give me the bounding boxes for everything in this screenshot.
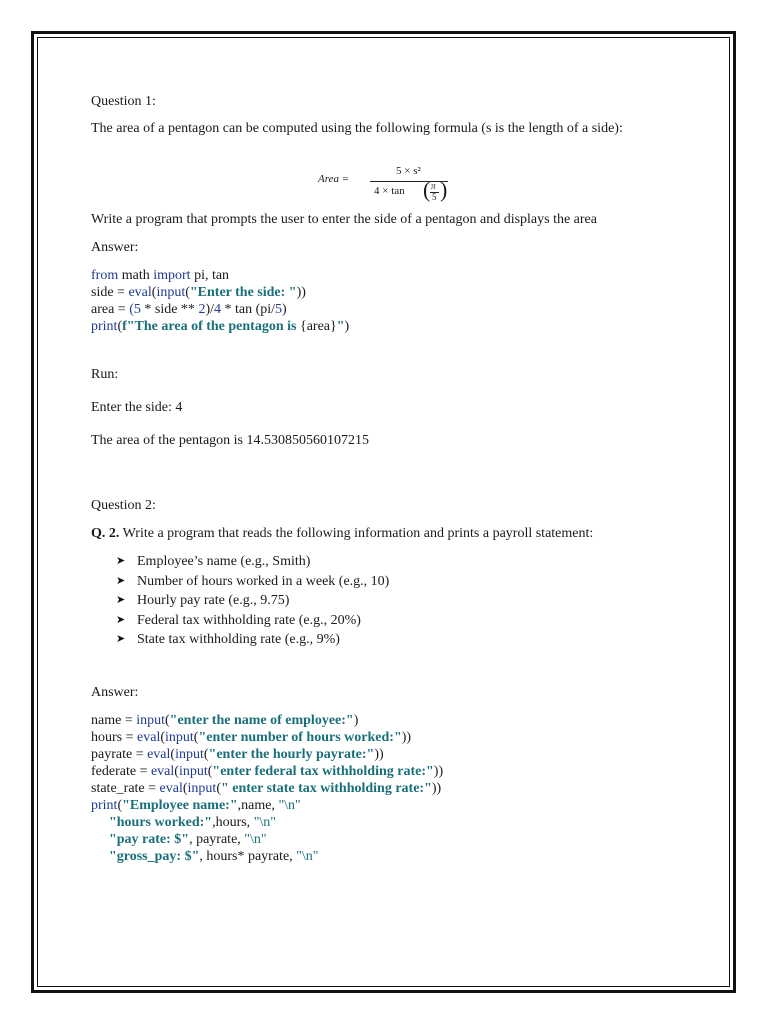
code-line [91,301,691,318]
list-item-text: State tax withholding rate (e.g., 9%) [137,632,340,647]
code-token: "\n" [253,814,277,830]
formula-five: 5 [432,192,437,202]
list-item [116,591,691,611]
code-token: {area} [299,319,337,334]
code-token: ( [207,763,213,779]
code-token: ) [205,302,211,317]
code-token: "gross_pay: $" [109,848,200,864]
code-token: ( [203,746,209,762]
code-token: 5 [133,302,141,317]
q2-code-block [91,712,691,865]
code-token: , payrate, [189,831,245,847]
code-token: f"The area of the pentagon is [122,319,300,334]
code-token: / [210,302,214,317]
code-token: eval [159,780,183,796]
code-token: payrate = [91,746,148,762]
list-item-text: Number of hours worked in a week (e.g., 10) [137,573,390,589]
formula-paren-right: ) [440,177,448,202]
code-token: input [165,729,194,745]
code-token: " enter state tax withholding rate:" [220,780,432,796]
code-token: ) [344,319,350,334]
q2-prompt-text: Write a program that reads the following information and prints a payroll statement: [119,526,594,541]
q1-heading: Question 1: [91,94,156,109]
q2-answer-label: Answer: [91,684,139,700]
code-token: " [336,319,345,334]
code-token: ( [117,319,123,334]
code-line [91,831,691,848]
arrow-bullet-icon: ➤ [116,613,126,626]
code-token: 5 [275,302,283,317]
code-token: ( [165,712,170,728]
code-token: print [91,319,118,334]
code-token: input [178,763,208,779]
code-token: side = [91,285,129,300]
code-token: eval [147,746,171,762]
code-line [91,848,691,865]
list-item [116,611,691,631]
list-item-text: Employee’s name (e.g., Smith) [137,554,311,569]
code-token: ( [160,729,166,745]
formula-lhs: Area = [318,173,350,185]
arrow-bullet-icon: ➤ [116,555,126,567]
code-token: "enter federal tax withholding rate:" [212,763,434,779]
code-token: pi, tan [190,268,230,283]
list-item-text: Hourly pay rate (e.g., 9.75) [137,593,290,608]
code-token: * side ** [140,302,199,317]
code-token: )) [431,780,442,796]
list-item [116,552,691,572]
list-item [116,572,691,592]
document-body [91,93,691,865]
code-token: ( [182,780,188,796]
code-token: eval [128,285,152,300]
q1-prompt: The area of a pentagon can be computed using the following formula (s is the length of a side): [91,121,623,136]
code-token: from [91,268,119,283]
q1-run-line2: The area of the pentagon is 14.530850560107215 [91,433,369,448]
code-token: area = [91,302,130,317]
formula-numerator: 5 × s² [396,165,421,177]
code-token: "hours worked:" [109,814,213,830]
code-line [91,318,691,335]
code-line [91,780,691,797]
list-item-text: Federal tax withholding rate (e.g., 20%) [137,612,361,628]
code-token: "enter the hourly payrate:" [208,746,375,762]
q1-run-line1: Enter the side: 4 [91,400,183,415]
code-token: ) [353,712,359,728]
code-token: name = [91,712,137,728]
code-token: "enter the name of employee:" [169,712,354,728]
q1-code-block [91,267,691,335]
code-token: input [187,780,217,796]
code-line [91,797,691,814]
arrow-bullet-icon: ➤ [116,633,126,645]
code-token: ( [129,302,134,317]
q2-bullet-list [116,552,691,650]
code-token: )) [296,285,306,300]
code-token: print [91,797,118,813]
code-token: state_rate = [91,780,160,796]
q1-task: Write a program that prompts the user to enter the side of a pentagon and displays the area [91,212,597,227]
code-token: hours = [91,729,138,745]
list-item [116,630,691,650]
code-token: ( [193,729,199,745]
formula-paren-left: ( [423,177,431,202]
code-line [91,729,691,746]
code-line [91,712,691,729]
code-token: input [175,746,204,762]
code-token: * tan (pi/ [221,302,276,317]
code-token: , hours* payrate, [199,848,297,864]
code-line [91,284,691,301]
code-token: "Employee name:" [122,797,238,813]
code-token: eval [137,729,161,745]
code-line [91,814,691,831]
code-token: math [118,268,154,283]
code-token: input [136,712,165,728]
code-token: "\n" [244,831,267,847]
code-line [91,746,691,763]
q2-heading: Question 2: [91,498,156,513]
code-token: federate = [91,763,151,779]
q2-prompt [91,525,691,543]
code-line [91,267,691,284]
code-token: "\n" [296,848,319,864]
code-token: ( [174,763,179,779]
code-token: )) [401,729,412,745]
code-token: 2 [198,302,206,317]
code-token: "\n" [278,797,301,813]
code-token: )) [374,746,384,762]
code-token: ) [282,302,287,317]
code-token: input [156,285,186,300]
q1-run-label: Run: [91,367,119,382]
arrow-bullet-icon: ➤ [116,594,126,606]
formula-pi: π [431,181,436,191]
code-token: "Enter the side: " [189,285,297,300]
code-token: )) [433,763,444,779]
arrow-bullet-icon: ➤ [116,574,126,587]
code-token: import [153,268,191,283]
code-line [91,763,691,780]
code-token: ( [170,746,176,762]
code-token: ( [117,797,123,813]
code-token: "pay rate: $" [109,831,190,847]
code-token: ,hours, [212,814,254,830]
formula-denominator: 4 × tan [374,185,405,197]
code-token: ( [185,285,190,300]
code-token: ( [216,780,221,796]
q1-answer-label: Answer: [91,240,139,255]
code-token: ,name, [237,797,279,813]
code-token: 4 [214,302,221,317]
q2-label: Q. 2. [91,526,120,541]
code-token: eval [150,763,175,779]
code-token: "enter number of hours worked:" [198,729,402,745]
code-token: ( [151,285,157,300]
